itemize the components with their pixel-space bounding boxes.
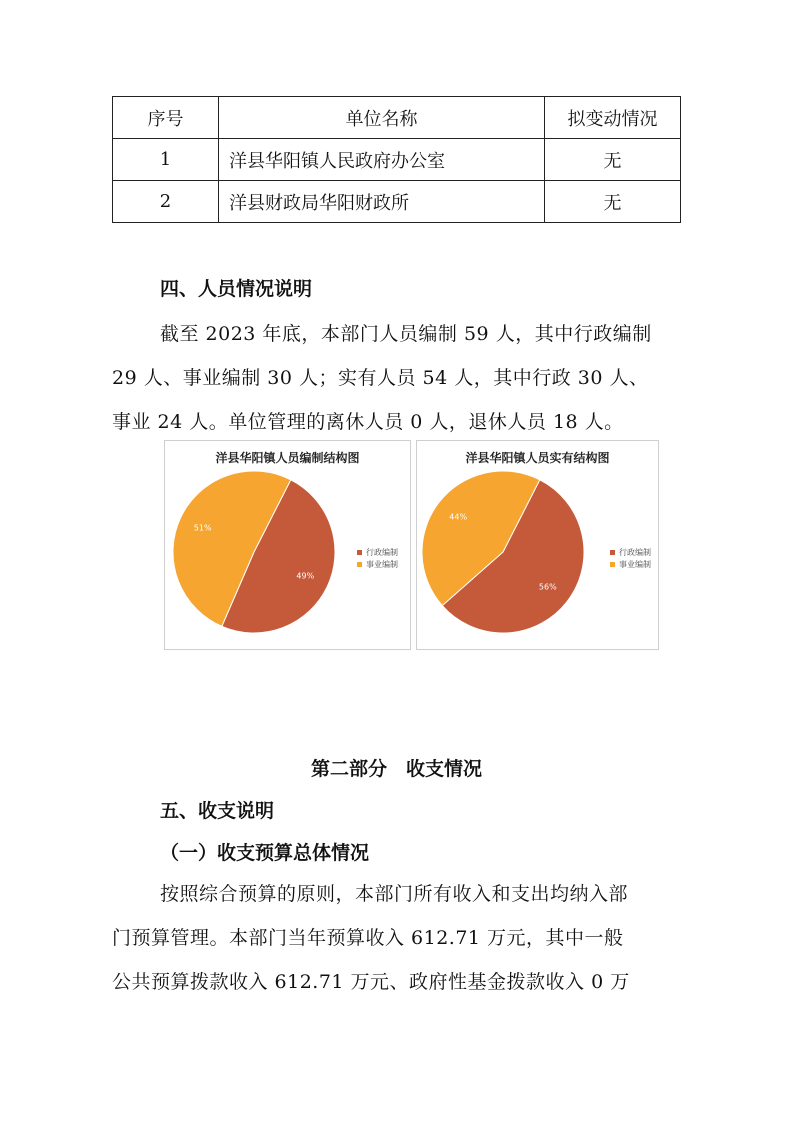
units-table: [112, 96, 681, 223]
legend-swatch: [357, 562, 362, 567]
section4-paragraph-line: 事业 24 人。单位管理的离休人员 0 人，退休人员 18 人。: [112, 411, 624, 433]
chart-staffing-structure: [164, 440, 411, 650]
part-title: 第二部分 收支情况: [310, 758, 482, 780]
section5-paragraph-line: 门预算管理。本部门当年预算收入 612.71 万元，其中一般: [112, 927, 624, 949]
table-cell: 2: [113, 181, 219, 223]
section5-paragraph-line: 公共预算拨款收入 612.71 万元、政府性基金拨款收入 0 万: [112, 971, 630, 993]
table-row: [113, 181, 681, 223]
legend-label: 行政编制: [366, 548, 398, 557]
legend-swatch: [610, 562, 615, 567]
legend-item: [357, 559, 398, 570]
legend-label: 事业编制: [619, 560, 651, 569]
legend-item: [610, 547, 651, 558]
section4-paragraph-line: 29 人、事业编制 30 人；实有人员 54 人，其中行政 30 人、: [112, 367, 649, 389]
legend-swatch: [357, 550, 362, 555]
pie-data-label: 56%: [538, 582, 557, 592]
legend-item: [610, 559, 651, 570]
chart-title: 洋县华阳镇人员实有结构图: [465, 451, 610, 465]
table-cell: 无: [545, 139, 681, 181]
legend-item: [357, 547, 398, 558]
table-header-cell: 拟变动情况: [545, 97, 681, 139]
pie-data-label: 51%: [193, 523, 212, 533]
chart-actual-staff-structure: [416, 440, 659, 650]
legend-label: 事业编制: [366, 560, 398, 569]
table-header-cell: 序号: [113, 97, 219, 139]
table-cell: 无: [545, 181, 681, 223]
subsection-heading: （一）收支预算总体情况: [160, 842, 370, 864]
section4-paragraph-line: 截至 2023 年底，本部门人员编制 59 人，其中行政编制: [160, 323, 652, 345]
table-cell: 1: [113, 139, 219, 181]
table-header-row: [113, 97, 681, 139]
legend-label: 行政编制: [619, 548, 651, 557]
pie-data-label: 44%: [449, 512, 468, 522]
section5-paragraph-line: 按照综合预算的原则，本部门所有收入和支出均纳入部: [160, 883, 629, 905]
pie-chart: [165, 441, 412, 651]
legend-swatch: [610, 550, 615, 555]
table-cell: 洋县财政局华阳财政所: [219, 181, 545, 223]
pie-chart: [417, 441, 660, 651]
table-row: [113, 139, 681, 181]
pie-data-label: 49%: [296, 571, 315, 581]
chart-title: 洋县华阳镇人员编制结构图: [215, 451, 360, 465]
table-header-cell: 单位名称: [219, 97, 545, 139]
section-heading: 五、收支说明: [160, 800, 275, 822]
table-cell: 洋县华阳镇人民政府办公室: [219, 139, 545, 181]
section-heading: 四、人员情况说明: [160, 278, 313, 300]
